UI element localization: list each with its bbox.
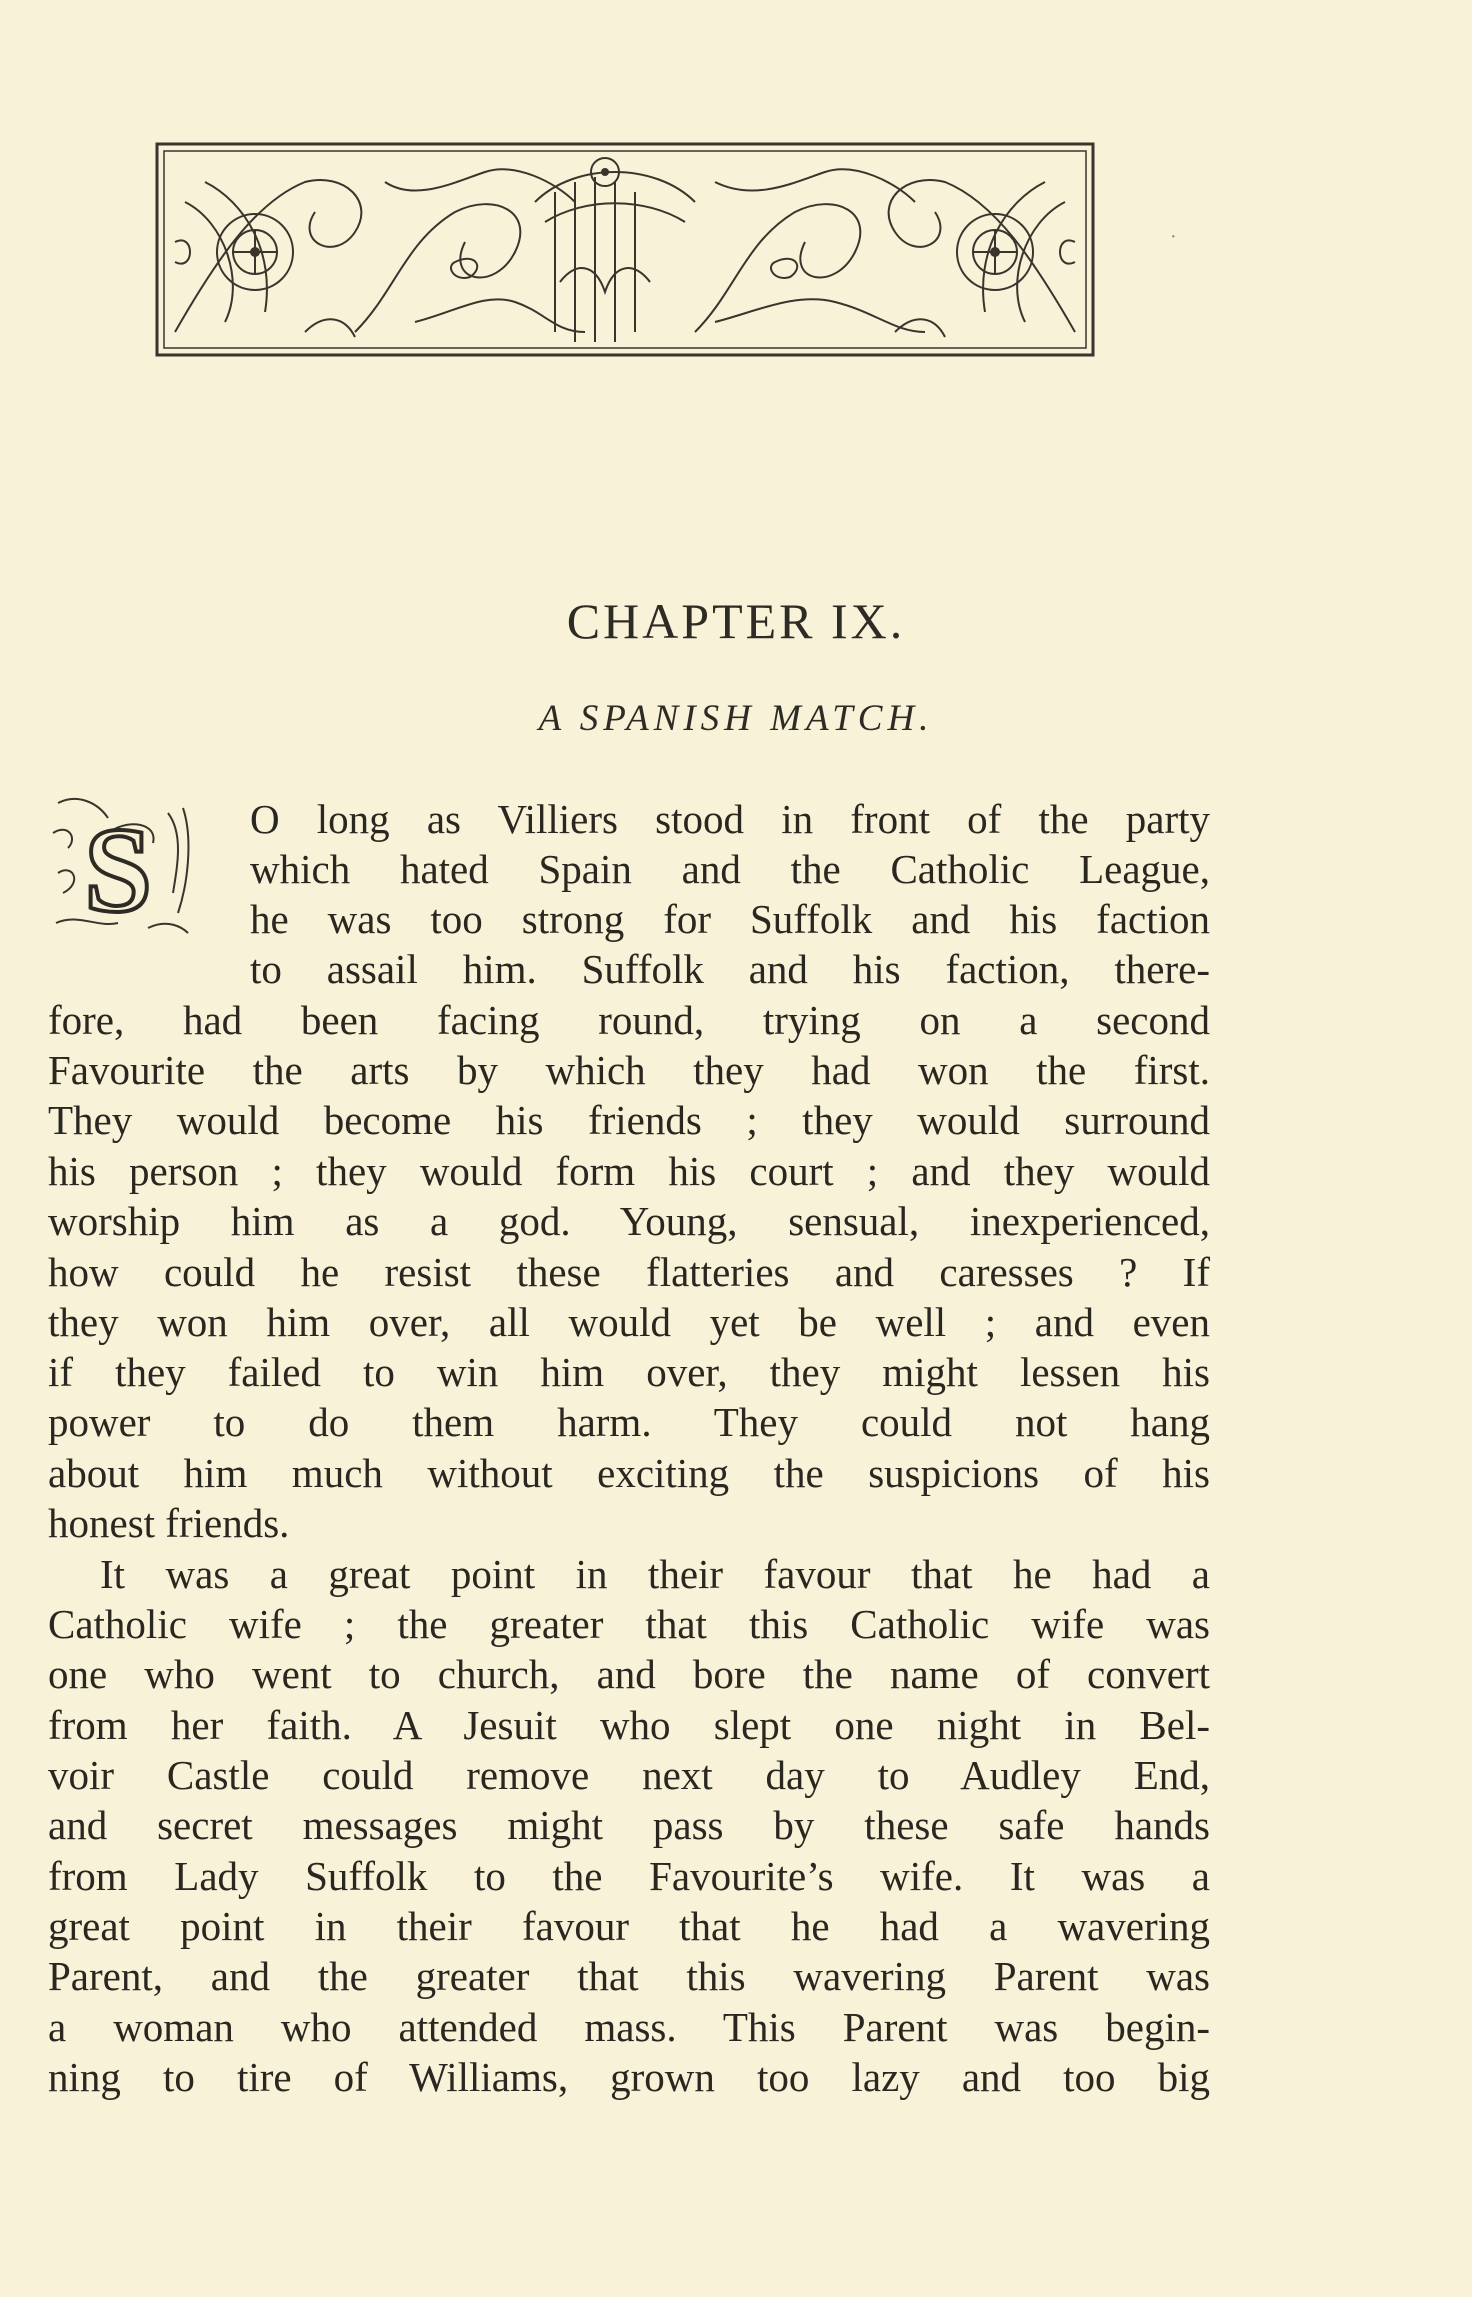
text-line: It was a great point in their favour that he had a — [100, 1551, 1210, 1597]
text-line: ning to tire of Williams, grown too lazy and too big — [48, 2054, 1210, 2100]
chapter-title: CHAPTER IX. — [566, 593, 906, 649]
text-line: They would become his friends ; they would surround — [48, 1097, 1210, 1143]
ornamental-drop-cap — [48, 793, 193, 938]
text-line: how could he resist these flatteries and caresses ? If — [48, 1249, 1210, 1295]
text-line: Parent, and the greater that this wavering Parent was — [48, 1953, 1210, 1999]
svg-text:S: S — [84, 803, 152, 938]
text-line: power to do them harm. They could not hang — [48, 1399, 1210, 1445]
text-line: honest friends. — [48, 1500, 290, 1546]
text-line: O long as Villiers stood in front of the party — [250, 796, 1210, 842]
text-line: about him much without exciting the suspicions of his — [48, 1450, 1210, 1496]
text-line: and secret messages might pass by these safe hands — [48, 1802, 1210, 1848]
text-line: worship him as a god. Young, sensual, inexperienced, — [48, 1198, 1210, 1244]
text-line: a woman who attended mass. This Parent was begin- — [48, 2004, 1210, 2050]
text-line: great point in their favour that he had a wavering — [48, 1903, 1210, 1949]
text-line: which hated Spain and the Catholic League, — [250, 846, 1210, 892]
text-line: Catholic wife ; the greater that this Catholic wife was — [48, 1601, 1210, 1647]
text-line: he was too strong for Suffolk and his faction — [250, 896, 1210, 942]
chapter-subtitle: A SPANISH MATCH. — [538, 698, 934, 739]
paper-speck: · — [1170, 226, 1177, 248]
text-line: to assail him. Suffolk and his faction, there- — [250, 946, 1210, 992]
text-line: his person ; they would form his court ; and they would — [48, 1148, 1210, 1194]
text-line: from Lady Suffolk to the Favourite’s wife. It was a — [48, 1853, 1210, 1899]
text-line: they won him over, all would yet be well ; and even — [48, 1299, 1210, 1345]
ornamental-headpiece — [155, 142, 1095, 357]
text-line: one who went to church, and bore the name of convert — [48, 1651, 1210, 1697]
text-line: Favourite the arts by which they had won the first. — [48, 1047, 1210, 1093]
text-line: voir Castle could remove next day to Audley End, — [48, 1752, 1210, 1798]
text-line: if they failed to win him over, they might lessen his — [48, 1349, 1210, 1395]
text-line: fore, had been facing round, trying on a second — [48, 997, 1210, 1043]
text-line: from her faith. A Jesuit who slept one night in Bel- — [48, 1702, 1210, 1748]
